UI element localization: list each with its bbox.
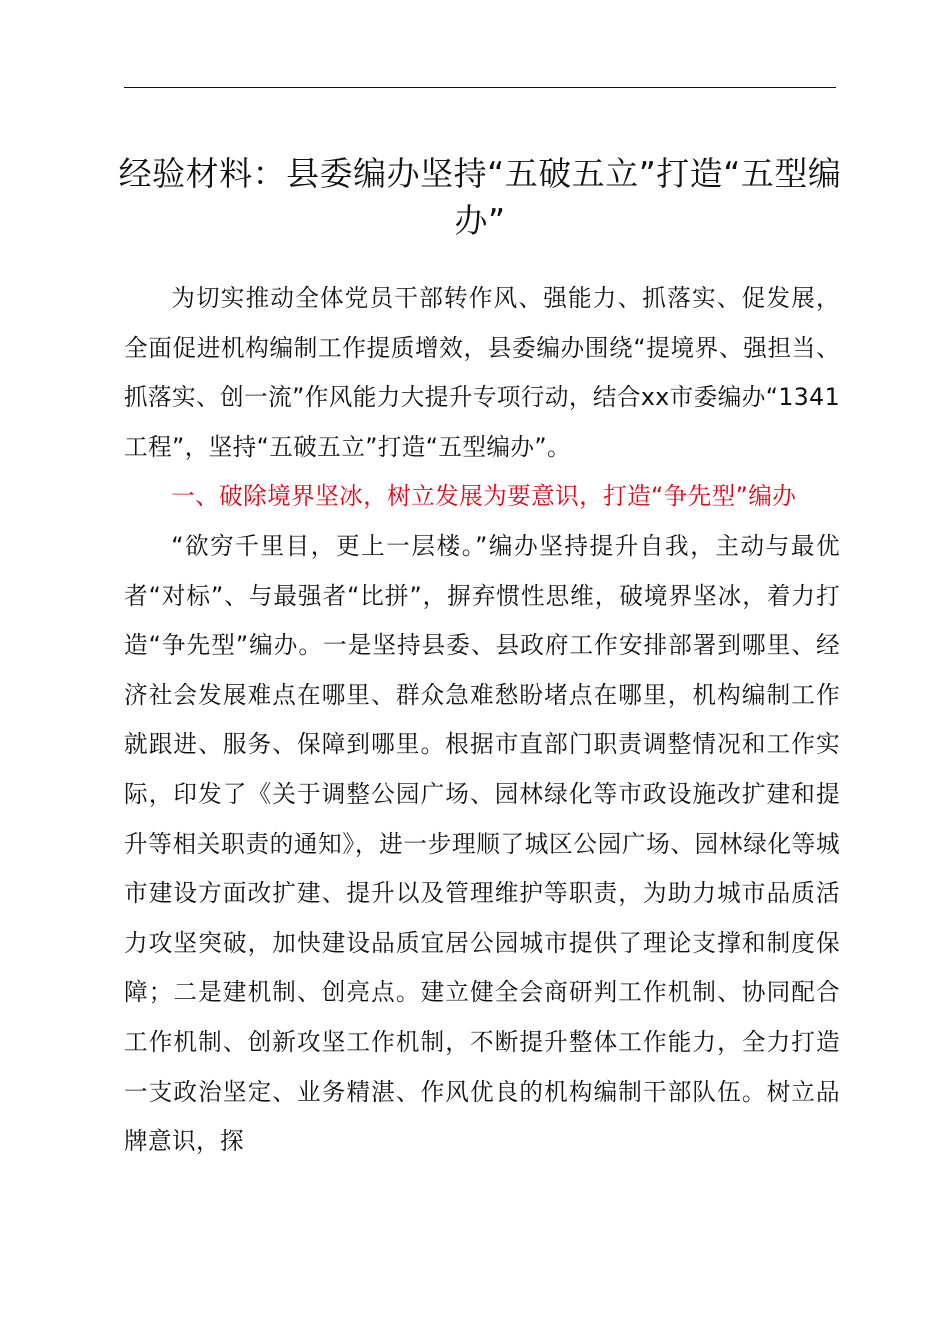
document-body xyxy=(124,274,840,1167)
section-1-heading: 一、破除境界坚冰，树立发展为要意识，打造“争先型”编办 xyxy=(171,482,797,511)
intro-paragraph: 为切实推动全体党员干部转作风、强能力、抓落实、促发展，全面促进机构编制工作提质增效，县委编办围绕“提境界、强担当、抓落实、创一流”作风能力大提升专项行动，结合xx市委编办“1341工程”，坚持“五破五立”打造“五型编办”。 xyxy=(124,284,840,461)
section-1-paragraph: “欲穷千里目，更上一层楼。”编办坚持提升自我，主动与最优者“对标”、与最强者“比拼”，摒弃惯性思维，破境界坚冰，着力打造“争先型”编办。一是坚持县委、县政府工作安排部署到哪里、经济社会发展难点在哪里、群众急难愁盼堵点在哪里，机构编制工作就跟进、服务、保障到哪里。根据市直部门职责调整情况和工作实际，印发了《关于调整公园广场、园林绿化等市政设施改扩建和提升等相关职责的通知》，进一步理顺了城区公园广场、园林绿化等城市建设方面改扩建、提升以及管理维护等职责，为助力城市品质活力攻坚突破，加快建设品质宜居公园城市提供了理论支撑和制度保障；二是建机制、创亮点。建立健全会商研判工作机制、协同配合工作机制、创新攻坚工作机制，不断提升整体工作能力，全力打造一支政治坚定、业务精湛、作风优良的机构编制干部队伍。树立品牌意识，探 xyxy=(124,531,840,1156)
header-rule xyxy=(124,87,836,88)
document-title: 经验材料：县委编办坚持“五破五立”打造“五型编办” xyxy=(118,154,842,240)
